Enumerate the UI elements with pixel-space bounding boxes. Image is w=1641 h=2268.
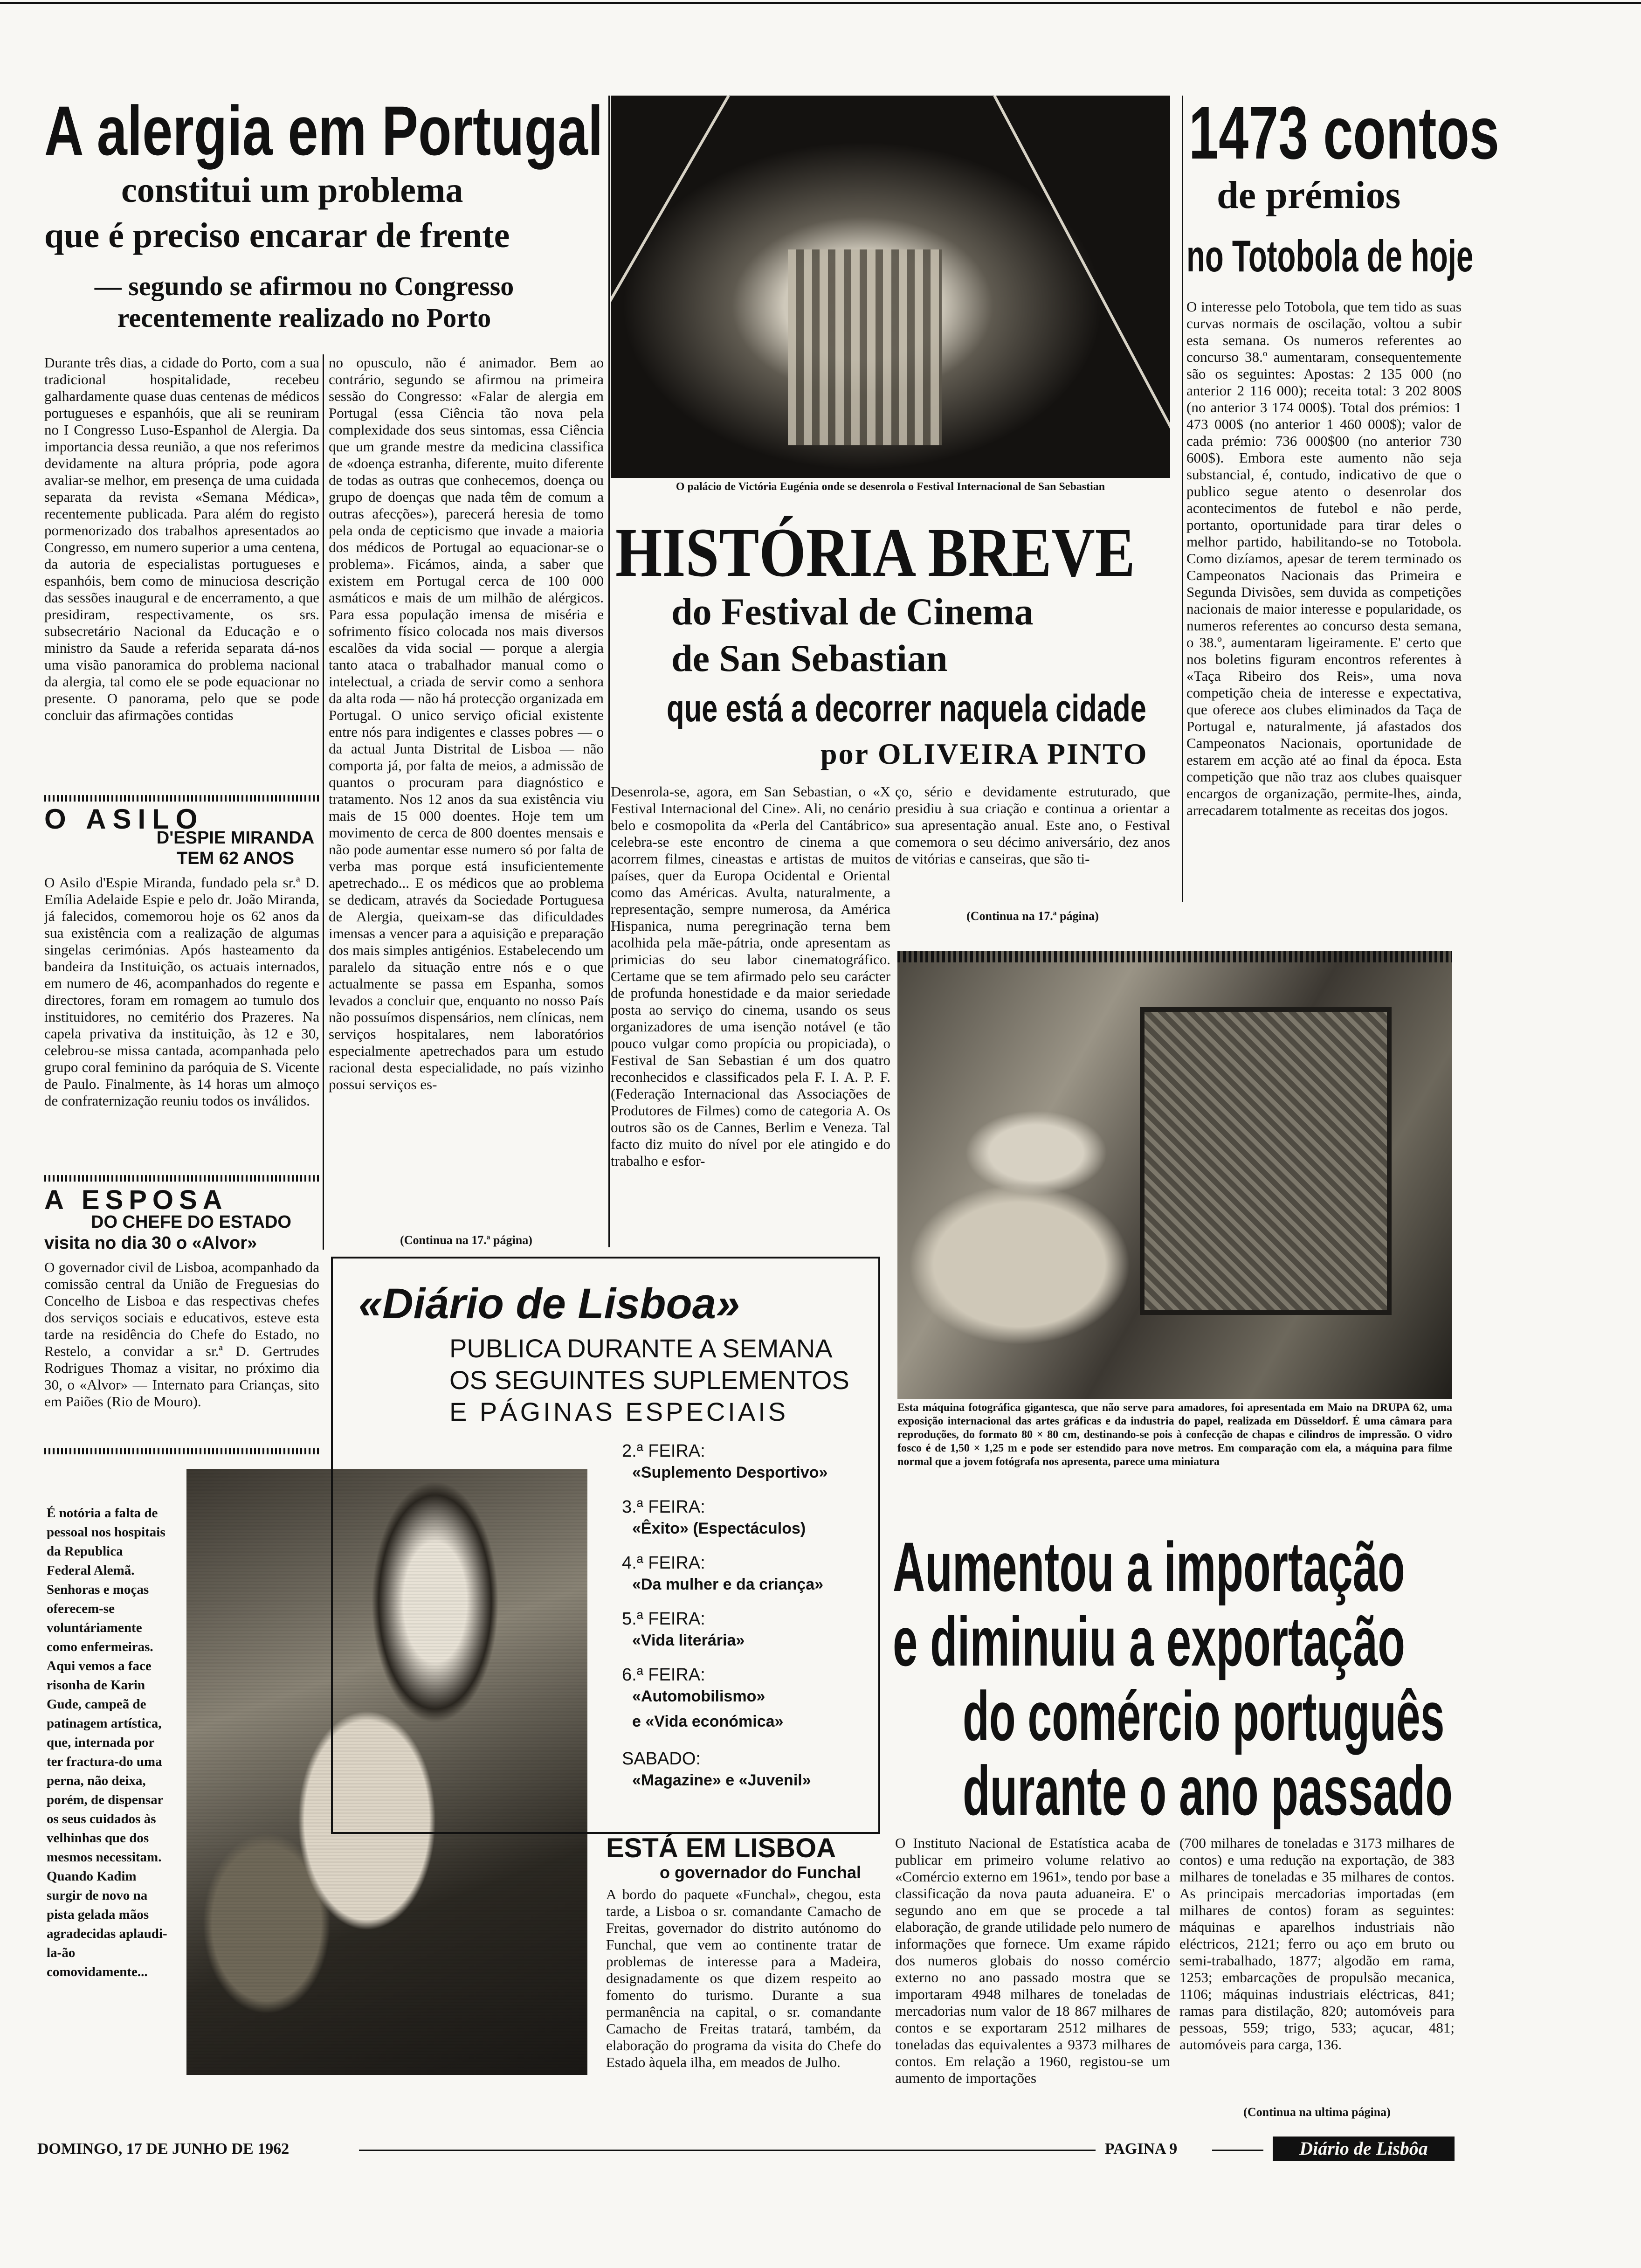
festival-subhead-1: do Festival de Cinema xyxy=(671,590,1034,633)
festival-column-2: ço, sério e devidamente estruturado, que presidiu à sua criação e continua a orientar a sua apresentação anual. Este ano, o Festival comemora o seu décimo aniversário, dez anos de vitórias e canseiras, que são ti- xyxy=(895,783,1170,867)
footer-rule xyxy=(359,2150,1096,2151)
allergy-column-1: Durante três dias, a cidade do Porto, com a sua tradicional hospitalidade, recebeu galhardamente quase duas centenas de médicos portugueses e espanhóis, que ali se reuniram no I Congresso Luso-Espanhol de Alergia. Da importancia dessa reunião, a que nos referimos devidamente na altura própria, pode agora avaliar-se melhor, em presença de uma cuidada separata da revista «Semana Médica», recentemente publicada. Para além do registo pormenorizado dos trabalhos apresentados ao Congresso, em numero superior a uma centena, da autoria de especialistas portugueses e espanhóis, bem como de minuciosa descrição das sessões inaugural e de encerramento, a que presidiram, respectivamente, os srs. subsecretário Nacional da Educação e o ministro da Saude a referida separata dá-nos uma visão panoramica do problema nacional da alergia, tal como ele se pode equacionar no presente. O panorama, pelo que se pode concluir das afirmações contidas xyxy=(44,354,319,723)
trade-column-1: O Instituto Nacional de Estatística acaba de publicar em primeiro volume relativo ao «Comércio externo em 1961», tendo por base a classificação da nova pauta aduaneira. E' o segundo ano em que se procede a tal elaboração, de grande utilidade pelo numero de informações que fornece. Um exame rápido dos numeros globais do nosso comércio externo no ano passado mostra que se importaram 4948 milhares de toneladas de mercadorias num valor de 18 867 milhares de contos e se exportaram 2512 milhares de toneladas das equivalentes a 9373 milhares de contos. Em relação a 1960, registou-se um aumento de importações xyxy=(895,1835,1170,2086)
festival-headline: HISTÓRIA BREVE xyxy=(615,514,1135,591)
esposa-subtitle-1: DO CHEFE DO ESTADO xyxy=(91,1212,291,1232)
section-divider xyxy=(44,1448,319,1454)
masthead-logo: Diário de Lisbôa xyxy=(1273,2137,1455,2161)
ad-item: 5.ª FEIRA: «Vida literária» xyxy=(622,1609,745,1649)
footer-page-number: PAGINA 9 xyxy=(1105,2140,1178,2157)
ad-items xyxy=(622,1440,874,1804)
ad-line-1: PUBLICA DURANTE A SEMANA xyxy=(449,1334,833,1363)
totobola-headline: 1473 contos xyxy=(1189,91,1499,174)
festival-continued: (Continua na 17.ª página) xyxy=(966,909,1099,923)
ad-item: e «Vida económica» xyxy=(632,1713,784,1730)
trade-headline-1: Aumentou a importação xyxy=(893,1528,1405,1606)
allergy-deck: — segundo se afirmou no Congresso recentemente realizado no Porto xyxy=(94,271,514,333)
section-divider xyxy=(44,795,319,802)
festival-subhead-2: de San Sebastian xyxy=(671,637,948,679)
ad-item: SABADO: «Magazine» e «Juvenil» xyxy=(622,1749,811,1789)
esposa-title: A ESPOSA xyxy=(44,1185,228,1215)
trade-column-2: (700 milhares de toneladas e 3173 milhares de contos) e uma redução na exportação, de 383 milhares de toneladas e 35 milhares de contos. As principais mercadorias importadas (em milhares de contos) foram as seguintes: máquinas e aparelhos industriais não eléctricos, 2121; ferro ou aço em bruto ou semi-trabalhado, 1877; algodão em rama, 1253; embarcações de propulsão mecanica, 1106; máquinas industriais eléctricas, 841; ramas para distilação, 820; automóveis para pessoas, 559; trigo, 533; açucar, 481; automóveis para carga, 136. xyxy=(1179,1835,1455,2053)
footer-date: DOMINGO, 17 DE JUNHO DE 1962 xyxy=(37,2140,290,2157)
footer-rule xyxy=(1212,2150,1263,2151)
trade-headline-4: durante o ano passado xyxy=(963,1751,1453,1830)
ad-item: 4.ª FEIRA: «Da mulher e da criança» xyxy=(622,1553,824,1593)
ad-item: 6.ª FEIRA: «Automobilismo» xyxy=(622,1665,765,1705)
column-rule xyxy=(608,96,610,1247)
column-rule xyxy=(1182,96,1183,902)
asilo-title: O ASILO xyxy=(44,803,204,835)
ad-item: 2.ª FEIRA: «Suplemento Desportivo» xyxy=(622,1441,828,1481)
allergy-column-2: no opusculo, não é animador. Bem ao contrário, segundo se afirmou na primeira sessão do Congresso: «Falar de alergia em Portugal (essa Ciência tão nova pela complexidade dos seus sintomas, essa Ciência que um grande mestre da medicina classifica de «doença estranha, diferente, muito diferente de todas as outras que conhecemos, doença ou grupo de doenças que nada têm de comum a outras afecções»), parecerá heresia de tomo pela onda de cepticismo que invade a maioria dos médicos de Portugal ao equacionar-se o problema». Ficámos, ainda, a saber que existem em Portugal cerca de 100 000 asmáticos e mais de um milhão de alérgicos. Para essa população imensa de miséria e sofrimento físico colocada nos mais diversos escalões da vida social — porque a alergia tanto ataca o trabalhador manual como o intelectual, a criada de servir como a senhora da alta roda — não há protecção organizada em Portugal. O unico serviço oficial existente entre nós para indigentes e classes pobres — o da actual Junta Distrital de Lisboa — não comporta já, por falta de meios, a admissão de quantos o procuram para diagnóstico e tratamento. Nos 12 anos da sua existência viu mais de 15 000 doentes. Hoje tem um movimento de cerca de 800 doentes mensais e não pode aumentar esse numero só por falta de verba mas porque está insuficientemente apetrechado... E os médicos que ao problema se dedicam, através da Sociedade Portuguesa de Alergia, queixam-se das dificuldades imensas a vencer para a aquisição e preparação dos mais simples antigénios. Estabelecendo um paralelo da situação entre nós e o que actualmente se passa em Espanha, somos levados a concluir que, enquanto no nosso País não possuímos dispensários, nem clínicas, nem serviços hospitalares, nem laboratórios especialmente apetrechados para um estudo racional desta especialidade, no país vizinho possui serviços es- xyxy=(329,354,604,1093)
camera-photo xyxy=(897,951,1452,1399)
allergy-subhead-1: constitui um problema xyxy=(121,171,463,210)
esposa-subtitle-2: visita no dia 30 o «Alvor» xyxy=(44,1233,257,1253)
festival-photo-caption: O palácio de Victória Eugénia onde se desenrola o Festival Internacional de San Sebastian xyxy=(676,481,1105,493)
page-top-rule xyxy=(0,2,1641,4)
festival-byline: por OLIVEIRA PINTO xyxy=(820,737,1148,770)
ad-title: «Diário de Lisboa» xyxy=(359,1280,740,1328)
allergy-continued: (Continua na 17.ª página) xyxy=(400,1233,532,1247)
esposa-body: O governador civil de Lisboa, acompanhado da comissão central da União de Freguesias do Concelho de Lisboa e das respectivas chefes dos serviços sociais e educativos, esteve esta tarde na residência do Chefe do Estado, no Restelo, a convidar a sr.ª D. Gertrudes Rodrigues Thomaz a visitar, no próximo dia 30, o «Alvor» — Internato para Crianças, sito em Paiões (Rio de Mouro). xyxy=(44,1259,319,1410)
supplements-ad xyxy=(331,1257,880,1834)
asilo-subtitle: D'ESPIE MIRANDA TEM 62 ANOS xyxy=(156,828,315,868)
totobola-subhead-2: no Totobola de hoje xyxy=(1186,231,1474,281)
trade-headline-3: do comércio português xyxy=(963,1677,1445,1755)
camera-caption: Esta máquina fotográfica gigantesca, que não serve para amadores, foi apresentada em Maio na DRUPA 62, uma exposição internacional das artes gráficas e da industria do papel, realizada em Düsseldorf. É uma câmara para reproduções, do formato 80 × 80 cm, destinando-se pois à confecção de chapas e cilindros de impressão. O vidro fosco é de 1,50 × 1,25 m e pode ser estendido para nove metros. Em comparação com ela, a máquina para filme normal que a jovem fotógrafa nos apresenta, parece uma miniatura xyxy=(897,1402,1452,1468)
festival-column-1: Desenrola-se, agora, em San Sebastian, o «X Festival Internacional del Cine». Ali, no cenário belo e cosmopolita da «Perla del Cantábrico» celebra-se este encontro de cinema a que acorrem filmes, cineastas e artistas de muitos países, quer da Europa Ocidental e Oriental como das Américas. Avulta, naturalmente, a representação, sempre numerosa, da América Hispanica, numa peregrinação terna bem acolhida pela mãe-pátria, onde apresentam as primicias do seu labor cinematográfico. Certame que se tem afirmado pelo seu carácter de profunda honestidade e da maior seriedade posta ao serviço do cinema, usando os seus organizadores de uma isenção notável (e tão pouco vulgar como propícia ou propiciada), o Festival de San Sebastian é um dos quatro reconhecidos e classificados pela F. I. A. P. F. (Federação Internacional das Associações de Produtores de Filmes) como de categoria A. Os outros são os de Cannes, Berlim e Veneza. Tal facto diz muito do nível por ele atingido e do trabalho e esfor- xyxy=(611,783,890,1169)
funchal-subtitle: o governador do Funchal xyxy=(660,1863,862,1882)
ad-item: 3.ª FEIRA: «Êxito» (Espectáculos) xyxy=(622,1497,806,1537)
asilo-body: O Asilo d'Espie Miranda, fundado pela sr.ª D. Emília Adelaide Espie e pelo dr. João Miranda, já falecidos, comemorou hoje os 62 anos da sua existência com a realização de algumas singelas cerimónias. Após hasteamento da bandeira da Instituição, os actuais internados, em numero de 46, acompanhados do regente e directores, foram em romagem ao tumulo dos instituidores, no cemitério dos Prazeres. Na capela privativa da instituição, às 12 e 30, celebrou-se missa cantada, acompanhada pelo grupo coral feminino da paróquia de S. Vicente de Paulo. Finalmente, às 14 horas um almoço de confraternização reuniu todos os inválidos. xyxy=(44,874,319,1109)
ad-line-2: OS SEGUINTES SUPLEMENTOS xyxy=(449,1365,849,1395)
allergy-subhead-2: que é preciso encarar de frente xyxy=(44,216,510,255)
trade-continued: (Continua na ultima página) xyxy=(1243,2105,1391,2119)
totobola-subhead-1: de prémios xyxy=(1217,173,1401,217)
allergy-headline: A alergia em Portugal xyxy=(44,91,603,170)
festival-photo xyxy=(611,96,1170,478)
funchal-title: ESTÁ EM LISBOA xyxy=(606,1833,836,1863)
nurse-caption: É notória a falta de pessoal nos hospitais da Republica Federal Alemã. Senhoras e moças oferecem-se voluntáriamente como enfermeiras. Aqui vemos a face risonha de Karin Gude, campeã de patinagem artística, que, internada por ter fractura-do uma perna, não deixa, porém, de dispensar os seus cuidados às velhinhas que dos mesmos necessitam. Quando Kadim surgir de novo na pista gelada mãos agradecidas aplaudi-la-ão comovidamente... xyxy=(47,1506,167,1979)
column-rule xyxy=(323,354,324,1250)
section-divider xyxy=(44,1175,319,1182)
funchal-body: A bordo do paquete «Funchal», chegou, esta tarde, a Lisboa o sr. comandante Camacho de Freitas, governador do distrito autónomo do Funchal, que vem ao continente tratar de problemas de interesse para a Madeira, designadamente os que dizem respeito ao fomento do turismo. Durante a sua permanência na capital, o sr. comandante Camacho de Freitas tratará, também, da elaboração do programa da visita do Chefe do Estado àquela ilha, em meados de Julho. xyxy=(606,1886,881,2070)
ad-line-3: E PÁGINAS ESPECIAIS xyxy=(449,1397,789,1426)
trade-headline-2: e diminuiu a exportação xyxy=(893,1602,1405,1680)
festival-subhead-3: que está a decorrer naquela cidade xyxy=(667,687,1146,730)
totobola-body: O interesse pelo Totobola, que tem tido as suas curvas normais de oscilação, voltou a subir esta semana. Os numeros referentes ao concurso 38.º aumentaram, consequentemente são os seguintes: Apostas: 2 135 000 (no anterior 2 116 000); receita total: 3 202 800$ (no anterior 3 174 000$). Total dos prémios: 1 473 000$ (no anterior 1 460 000$); valor de cada prémio: 736 000$00 (no anterior 730 600$). Embora este aumento não seja substancial, é, contudo, indicativo de que o publico segue atento o desenrolar dos acontecimentos de futebol e não perde, portanto, oportunidade para tirar deles o melhor partido, habilitando-se no Totobola. Como dizíamos, apesar de terem terminado os Campeonatos Nacionais das Primeira e Segunda Divisões, sem duvida as competições nacionais de maior interesse e popularidade, os numeros referentes ao concurso desta semana, o 38.º, aumentaram ligeiramente. E' certo que nos boletins figuram encontros referentes à «Taça Ribeiro dos Reis», uma nova competição cheia de interesse e expectativa, que oferece aos clubes eliminados da Taça de Portugal e, naturalmente, já afastados dos Campeonatos Nacionais, oportunidade de estarem em acção até ao final da época. Esta competição que não traz aos clubes quaisquer encargos de organização, permite-lhes, ainda, arrecadarem totalmente as receitas dos jogos. xyxy=(1186,298,1462,818)
